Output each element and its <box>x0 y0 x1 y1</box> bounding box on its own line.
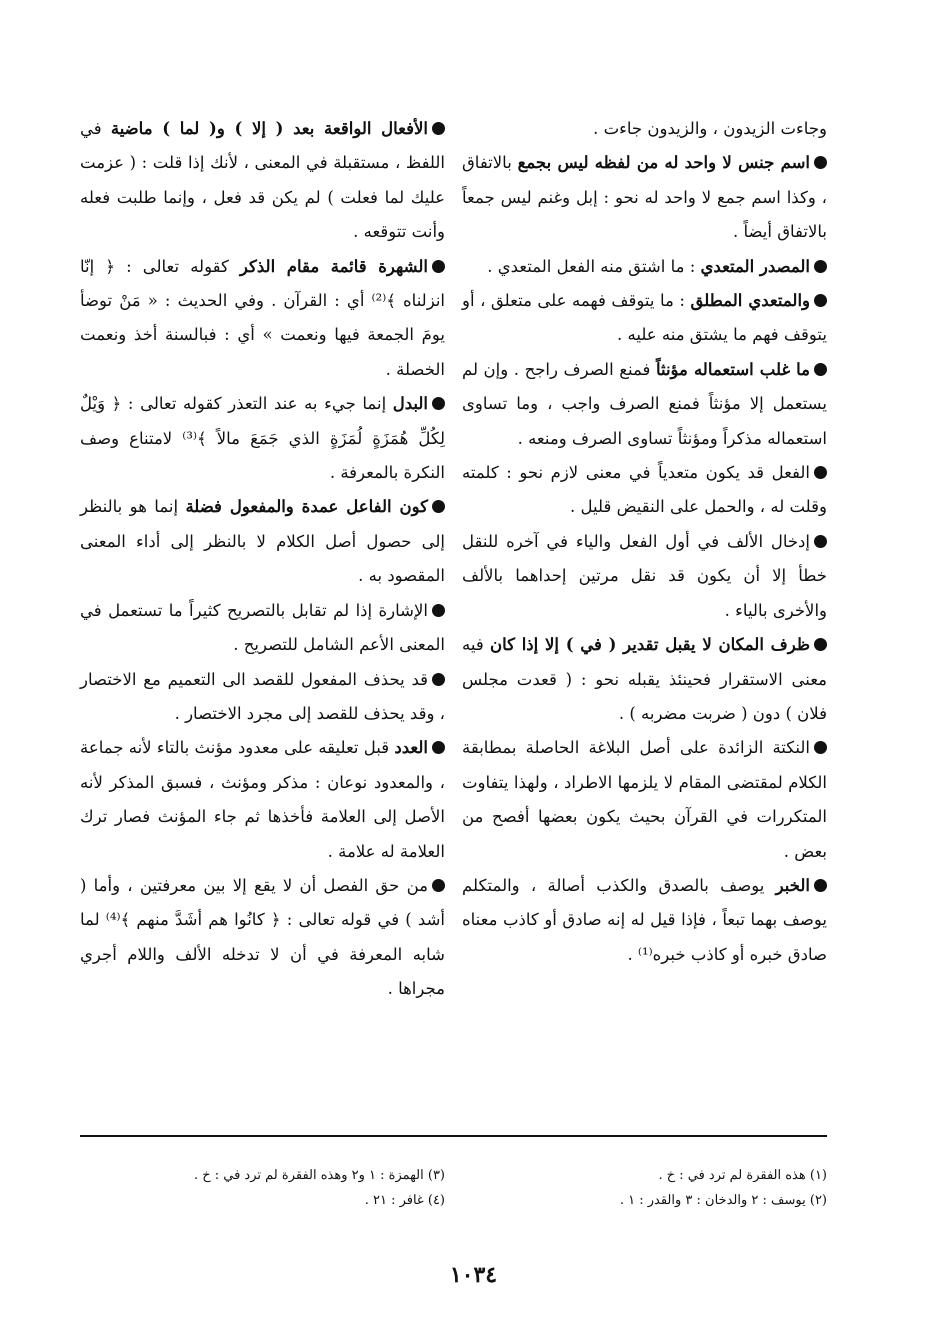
paragraph-text: قد يحذف المفعول للقصد الى التعميم مع الاختصار ، وقد يحذف للقصد إلى مجرد الاختصار . <box>80 669 445 723</box>
page-number: ١٠٣٤ <box>449 1262 498 1288</box>
paragraph-text: إدخال الألف في أول الفعل والياء في آخره للنقل خطأ إلا أن يكون قد نقل مرتين إحداهما بالألف والأخرى بالياء . <box>462 531 827 620</box>
bullet-icon <box>814 294 827 307</box>
footnotes-left <box>80 1163 445 1213</box>
left-column <box>80 112 445 1007</box>
paragraph <box>462 112 827 146</box>
paragraph-heading: ظرف المكان لا يقبل تقدير ( في ) إلا إذا كان <box>489 635 811 655</box>
paragraph <box>462 456 827 525</box>
paragraph-heading: والمتعدي المطلق <box>690 291 810 311</box>
bullet-icon <box>814 466 827 479</box>
bullet-icon <box>432 879 445 892</box>
paragraph-text: قبل تعليقه على معدود مؤنث بالتاء لأنه جماعة ، والمعدود نوعان : مذكر ومؤنث ، فسبق المذكر لأنه الأصل إلى العلامة فأخذها ثم جاء المؤنث فصار ترك العلامة له علامة . <box>80 738 445 861</box>
paragraph <box>462 250 827 284</box>
paragraph <box>80 387 445 490</box>
paragraph-text: وجاءت الزيدون ، والزيدون جاءت . <box>593 119 827 138</box>
paragraph-text: يوصف بالصدق والكذب أصالة ، والمتكلم يوصف بهما تبعاً ، فإذا قيل له إنه صادق أو كاذب معناه صادق خبره أو كاذب خبره⁽¹⁾ . <box>462 875 827 964</box>
paragraph <box>80 731 445 869</box>
paragraph-text: الإشارة إذا لم تقابل بالتصريح كثيراً ما تستعمل في المعنى الأعم الشامل للتصريح . <box>80 600 445 655</box>
paragraph-text: إنما هو بالنظر إلى حصول أصل الكلام لا بالنظر إلى أداء المعنى المقصود به . <box>80 497 445 586</box>
paragraph-text: فيه معنى الاستقرار فحينئذ يقبله نحو : ( قعدت مجلس فلان ) دون ( ضربت مضربه ) . <box>462 635 827 723</box>
footnote: (٣) الهمزة : ١ و٢ وهذه الفقرة لم ترد في : خ . <box>193 1168 445 1183</box>
bullet-icon <box>432 397 445 410</box>
bullet-icon <box>814 535 827 548</box>
bullet-icon <box>814 260 827 273</box>
paragraph <box>462 353 827 456</box>
paragraph <box>462 628 827 731</box>
paragraph <box>462 869 827 972</box>
bullet-icon <box>432 741 445 754</box>
footnote: (٤) غافر : ٢١ . <box>364 1193 445 1208</box>
paragraph <box>80 869 445 1007</box>
paragraph-heading: العدد <box>394 738 428 758</box>
bullet-icon <box>814 879 827 892</box>
paragraph <box>462 731 827 869</box>
bullet-icon <box>814 156 827 169</box>
paragraph-text: بالاتفاق ، وكذا اسم جمع لا واحد له نحو : إبل وغنم ليس جمعاً بالاتفاق أيضاً . <box>462 153 827 242</box>
footnotes-right <box>462 1163 827 1213</box>
bullet-icon <box>432 260 445 273</box>
paragraph <box>462 146 827 249</box>
paragraph-text: : ما اشتق منه الفعل المتعدي . <box>487 256 701 276</box>
paragraph <box>80 112 445 250</box>
paragraph-text: النكتة الزائدة على أصل البلاغة الحاصلة بمطابقة الكلام لمقتضى المقام لا يلزمها الاطراد ، ولهذا يتفاوت المتكررات في القرآن بحيث يكون بعضها أفصح من بعض . <box>462 738 827 861</box>
paragraph-heading: الشهرة قائمة مقام الذكر <box>239 256 428 276</box>
right-column <box>462 112 827 972</box>
footnote: (١) هذه الفقرة لم ترد في : خ . <box>658 1168 827 1183</box>
paragraph-heading: كون الفاعل عمدة والمفعول فضلة <box>185 497 428 517</box>
paragraph-text: كقوله تعالى : ﴿ إنّا انزلناه ﴾⁽²⁾ أي : القرآن . وفي الحديث : « مَنْ توضأ يومَ الجمعة فيها ونعمت » أي : فبالسنة أخذ ونعمت الخصلة . <box>80 256 445 379</box>
paragraph-heading: اسم جنس لا واحد له من لفظه ليس بجمع <box>517 153 810 173</box>
paragraph <box>80 663 445 732</box>
bullet-icon <box>814 363 827 376</box>
footnote: (٢) يوسف : ٢ والدخان : ٣ والقدر : ١ . <box>619 1193 827 1208</box>
bullet-icon <box>432 604 445 617</box>
paragraph-heading: الأفعال الواقعة بعد ( إلا ) و( لما ) ماضية <box>110 119 429 138</box>
bullet-icon <box>432 122 445 135</box>
paragraph-text: الفعل قد يكون متعدياً في معنى لازم نحو : كلمته وقلت له ، والحمل على النقيض قليل . <box>462 463 827 517</box>
paragraph-heading: ما غلب استعماله مؤنثاً <box>655 359 810 379</box>
bullet-icon <box>814 638 827 651</box>
paragraph <box>80 594 445 663</box>
paragraph-text: من حق الفصل أن لا يقع إلا بين معرفتين ، وأما ( أشد ) في قوله تعالى : ﴿ كانُوا هم أشَدَّ منهم ﴾⁽⁴⁾ لما شابه المعرفة في أن لا تدخله الألف واللام أجري مجراها . <box>80 875 445 999</box>
bullet-icon <box>814 741 827 754</box>
paragraph-text: في اللفظ ، مستقبلة في المعنى ، لأنك إذا قلت : ( عزمت عليك لما فعلت ) لم يكن قد فعل ، وإنما طلبت فعله وأنت تتوقعه . <box>80 119 445 242</box>
paragraph-text: إنما جيء به عند التعذر كقوله تعالى : ﴿ وَيْلٌ لِكُلِّ هُمَزَةٍ لُمَزَةٍ الذي جَمَعَ مالاً ﴾⁽³⁾ لامتناع وصف النكرة بالمعرفة . <box>80 394 445 483</box>
paragraph-heading: الخبر <box>775 875 810 895</box>
paragraph-text: : ما يتوقف فهمه على متعلق ، أو يتوقف فهم ما يشتق منه عليه . <box>462 291 827 345</box>
paragraph <box>80 250 445 388</box>
paragraph-text: فمنع الصرف راجح . وإن لم يستعمل إلا مؤنثاً فمنع الصرف واجب ، وما تساوى استعماله مذكراً ومؤنثاً تساوى الصرف ومنعه . <box>462 359 827 448</box>
bullet-icon <box>432 500 445 513</box>
paragraph <box>462 525 827 628</box>
paragraph-heading: المصدر المتعدي <box>700 256 810 276</box>
paragraph <box>80 490 445 593</box>
footnote-divider <box>80 1135 827 1137</box>
bullet-icon <box>432 673 445 686</box>
paragraph <box>462 284 827 353</box>
paragraph-heading: البدل <box>392 394 428 414</box>
